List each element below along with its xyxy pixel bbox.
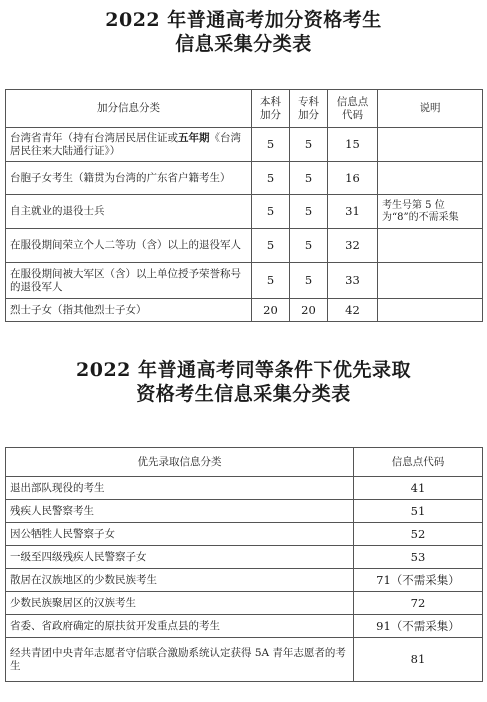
row-undergrad: 5 [252, 263, 290, 299]
table-row [6, 162, 483, 195]
row-note [378, 229, 483, 263]
row-code: 91（不需采集） [354, 615, 483, 638]
row-undergrad: 5 [252, 229, 290, 263]
table-row [6, 615, 483, 638]
bonus-points-table [5, 89, 483, 322]
row-code: 81 [354, 638, 483, 682]
table-row [6, 592, 483, 615]
row-code: 32 [328, 229, 378, 263]
category-text-cont: 《台湾居民往来大陆通行证》） [10, 131, 241, 157]
row-category: 一级至四级残疾人民警察子女 [6, 546, 354, 569]
table-row [6, 299, 483, 322]
table-row [6, 128, 483, 162]
table-row [6, 569, 483, 592]
row-vocational: 5 [290, 229, 328, 263]
table1-title-line1: 2022 年普通高考加分资格考生 [105, 9, 382, 31]
row-code: 15 [328, 128, 378, 162]
row-undergrad: 20 [252, 299, 290, 322]
row-code: 53 [354, 546, 483, 569]
row-code: 31 [328, 195, 378, 229]
table-row [6, 523, 483, 546]
table-header-row [6, 90, 483, 128]
row-code: 33 [328, 263, 378, 299]
row-category: 因公牺牲人民警察子女 [6, 523, 354, 546]
row-category: 烈士子女（指其他烈士子女） [6, 299, 252, 322]
table-row [6, 500, 483, 523]
category-bold-text: 五年期 [178, 131, 210, 144]
category-text: 台湾省青年（持有台湾居民居住证或 [10, 131, 178, 144]
row-code: 52 [354, 523, 483, 546]
table-row [6, 638, 483, 682]
row-code: 72 [354, 592, 483, 615]
row-category: 台胞子女考生（籍贯为台湾的广东省户籍考生） [6, 162, 252, 195]
table-row [6, 263, 483, 299]
header-category: 加分信息分类 [6, 90, 252, 128]
row-category: 在服役期间荣立个人二等功（含）以上的退役军人 [6, 229, 252, 263]
row-category: 残疾人民警察考生 [6, 500, 354, 523]
row-category: 退出部队现役的考生 [6, 477, 354, 500]
header-undergrad: 本科加分 [252, 90, 290, 128]
table-header-row [6, 448, 483, 477]
row-code: 16 [328, 162, 378, 195]
row-category: 省委、省政府确定的原扶贫开发重点县的考生 [6, 615, 354, 638]
table2-title-line2: 资格考生信息采集分类表 [136, 383, 351, 405]
row-vocational: 5 [290, 128, 328, 162]
row-note: 考生号第 5 位为“8”的不需采集 [378, 195, 483, 229]
table-row [6, 546, 483, 569]
header-category: 优先录取信息分类 [6, 448, 354, 477]
row-note [378, 162, 483, 195]
header-code: 信息点代码 [354, 448, 483, 477]
table-row [6, 195, 483, 229]
header-vocational: 专科加分 [290, 90, 328, 128]
row-vocational: 5 [290, 195, 328, 229]
table1-title [0, 8, 487, 56]
row-vocational: 5 [290, 263, 328, 299]
row-undergrad: 5 [252, 128, 290, 162]
row-undergrad: 5 [252, 195, 290, 229]
header-code: 信息点代码 [328, 90, 378, 128]
row-code: 71（不需采集） [354, 569, 483, 592]
row-category: 散居在汉族地区的少数民族考生 [6, 569, 354, 592]
table1-title-line2: 信息采集分类表 [175, 33, 312, 55]
row-code: 51 [354, 500, 483, 523]
row-note [378, 128, 483, 162]
row-category: 自主就业的退役士兵 [6, 195, 252, 229]
table2-title-line1: 2022 年普通高考同等条件下优先录取 [76, 359, 411, 381]
row-category: 在服役期间被大军区（含）以上单位授予荣誉称号的退役军人 [6, 263, 252, 299]
row-code: 41 [354, 477, 483, 500]
row-category [6, 128, 252, 162]
table-row [6, 477, 483, 500]
row-code: 42 [328, 299, 378, 322]
row-undergrad: 5 [252, 162, 290, 195]
header-note: 说明 [378, 90, 483, 128]
table2-title [0, 358, 487, 406]
row-vocational: 5 [290, 162, 328, 195]
row-category: 经共青团中央青年志愿者守信联合激励系统认定获得 5A 青年志愿者的考生 [6, 638, 354, 682]
table-row [6, 229, 483, 263]
row-note [378, 299, 483, 322]
priority-admission-table [5, 447, 483, 682]
row-category: 少数民族聚居区的汉族考生 [6, 592, 354, 615]
row-vocational: 20 [290, 299, 328, 322]
row-note [378, 263, 483, 299]
